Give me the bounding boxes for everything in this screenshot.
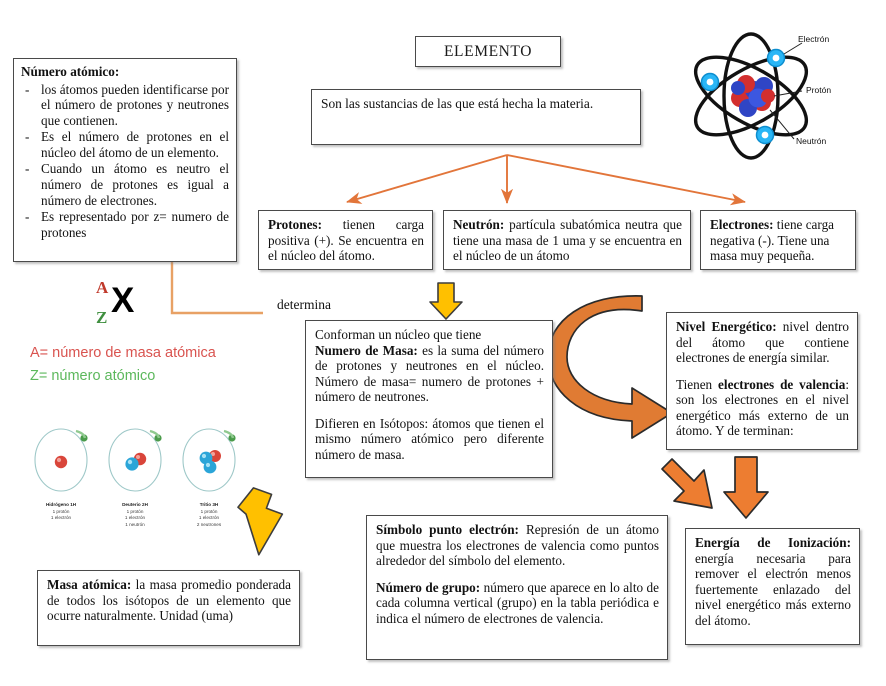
block-arrow-down-left-yellow-atomic-mass [236,484,288,556]
list-item: - Cuando un átomo es neutro el número de protones es igual a número de electrones. [21,161,229,208]
isotope-line: 2 neutrones [196,521,222,527]
energy-level-term: Nivel Energético: [676,319,777,334]
curved-arrow-orange [548,296,672,438]
electrons-box [700,210,856,270]
atomic-number-heading: Número atómico: [21,64,120,79]
atom-label-proton: Protón [806,85,832,95]
az-symbol-stack [88,278,178,340]
block-arrow-down-left-orange [662,459,712,508]
list-item: - Es el número de protones en el núcleo del átomo de un elemento. [21,129,229,160]
title-box [415,36,561,67]
isotope-line: 1 electrón [50,515,72,521]
isotope-line: 1 protón [200,508,218,514]
mass-number-superscript: A [96,278,109,297]
isotopes-text: Difieren en Isótopos: átomos que tienen el mismo número atómico pero diferente número de masa. [315,415,544,463]
atomic-mass-box [37,570,300,646]
ionization-text: energía necesaria para remover el electrón menos fuertemente enlazado del nivel energético más externo del átomo. [695,550,851,628]
protons-box [258,210,433,270]
atom-svg [676,12,884,180]
neutron-term: Neutrón: [453,217,505,232]
ionization-term: Energía de Ionización: [695,535,851,550]
mass-number-text: es la suma del número de protones y neutrones en el núcleo. Número de masa= numero de protones + número de neutrones. [315,342,545,405]
isotope-hydrogen-svg [28,424,94,496]
ionization-energy-box [685,528,860,645]
isotope-notation [30,278,265,393]
valence-pre: Tienen [676,376,719,392]
mass-number-term: Numero de Masa: [315,342,418,358]
neutron-text: partícula subatómica neutra que tiene una masa de 1 uma y se encuentra en el núcleo de un átomo [453,217,682,264]
isotope-line: 1 electrón [198,515,220,521]
atomic-mass-text: la masa promedio ponderada de todos los isótopos de un elemento que ocurre naturalmente. Unidad (uma) [47,577,291,624]
lewis-symbol-box [366,515,668,660]
nucleus [731,75,775,117]
element-symbol-x: X [111,281,135,320]
group-number-text: número que aparece en lo alto de cada columna vertical (grupo) en la tabla periódica e indica el número de electrones de valencia. [376,579,659,626]
atom-label-neutron: Neutrón [796,136,827,146]
isotope-tritium-caption [176,502,242,529]
valence-post: : son los electrones en el nivel energético más externo de un átomo. Y de terminan: [676,376,849,439]
energy-level-box [666,312,858,450]
isotope-deuterium [102,424,168,529]
determina-label: determina [277,297,331,312]
group-number-term: Número de grupo: [376,579,481,595]
atom-illustration [676,12,884,180]
isotopes-illustration [28,424,243,536]
legend-atomic-number: Z= número atómico [30,368,156,384]
protons-term: Protones: [268,217,322,232]
block-arrow-down-yellow-mass [430,283,462,319]
lewis-text: Represión de un átomo que muestra los electrones de valencia como puntos alrededor del símbolo del elemento. [376,522,659,569]
atomic-number-list [21,82,229,241]
atomic-number-subscript: Z [96,308,108,327]
isotope-symbol: 2H [142,502,148,507]
list-item: - Es representado por z= numero de protones [21,209,229,240]
mass-number-intro: Conforman un núcleo que tiene [315,327,482,342]
electrons-term: Electrones: [710,217,774,232]
energy-level-text: nivel dentro del átomo que contiene electrones de energía similar. [676,319,850,366]
isotope-deuterium-caption [102,502,168,529]
definition-box [311,89,641,145]
atomic-number-box [13,58,237,262]
protons-text: tienen carga positiva (+). Se encuentra en el núcleo del átomo. [268,217,424,264]
valence-electrons-term: electrones de valencia [718,376,846,392]
block-arrow-down-orange [724,457,768,518]
atomic-mass-term: Masa atómica: [47,577,132,592]
list-item: - los átomos pueden identificarse por el número de protones y neutrones que contienen. [21,82,229,129]
legend-mass-number: A= número de masa atómica [30,345,216,361]
isotope-symbol: 3H [212,502,219,507]
isotope-line: 1 electrón [124,515,146,521]
electrons-text: tiene carga negativa (-). Tiene una masa muy pequeña. [710,217,835,264]
title-label: ELEMENTO [443,42,533,60]
atom-label-electron: Electrón [798,34,830,44]
isotope-tritium [176,424,242,529]
isotope-line: 1 protón [52,508,70,514]
isotope-line: 1 neutrón [125,521,145,527]
isotope-line: 1 protón [126,508,144,514]
isotope-hydrogen [28,424,94,522]
neutron-box [443,210,691,270]
isotope-hydrogen-caption [28,502,94,522]
isotope-tritium-svg [176,424,242,496]
isotope-name: Deuterio [122,502,141,507]
lewis-term: Símbolo punto electrón: [376,522,519,537]
isotope-name: Hidrógeno [45,502,69,507]
isotope-deuterium-svg [102,424,168,496]
fan-arrow-left [347,155,507,202]
isotope-name: Tritio [199,502,212,507]
isotope-symbol: 1H [70,502,77,507]
mass-number-box [305,320,553,478]
definition-text: Son las sustancias de las que está hecha la materia. [321,96,594,111]
